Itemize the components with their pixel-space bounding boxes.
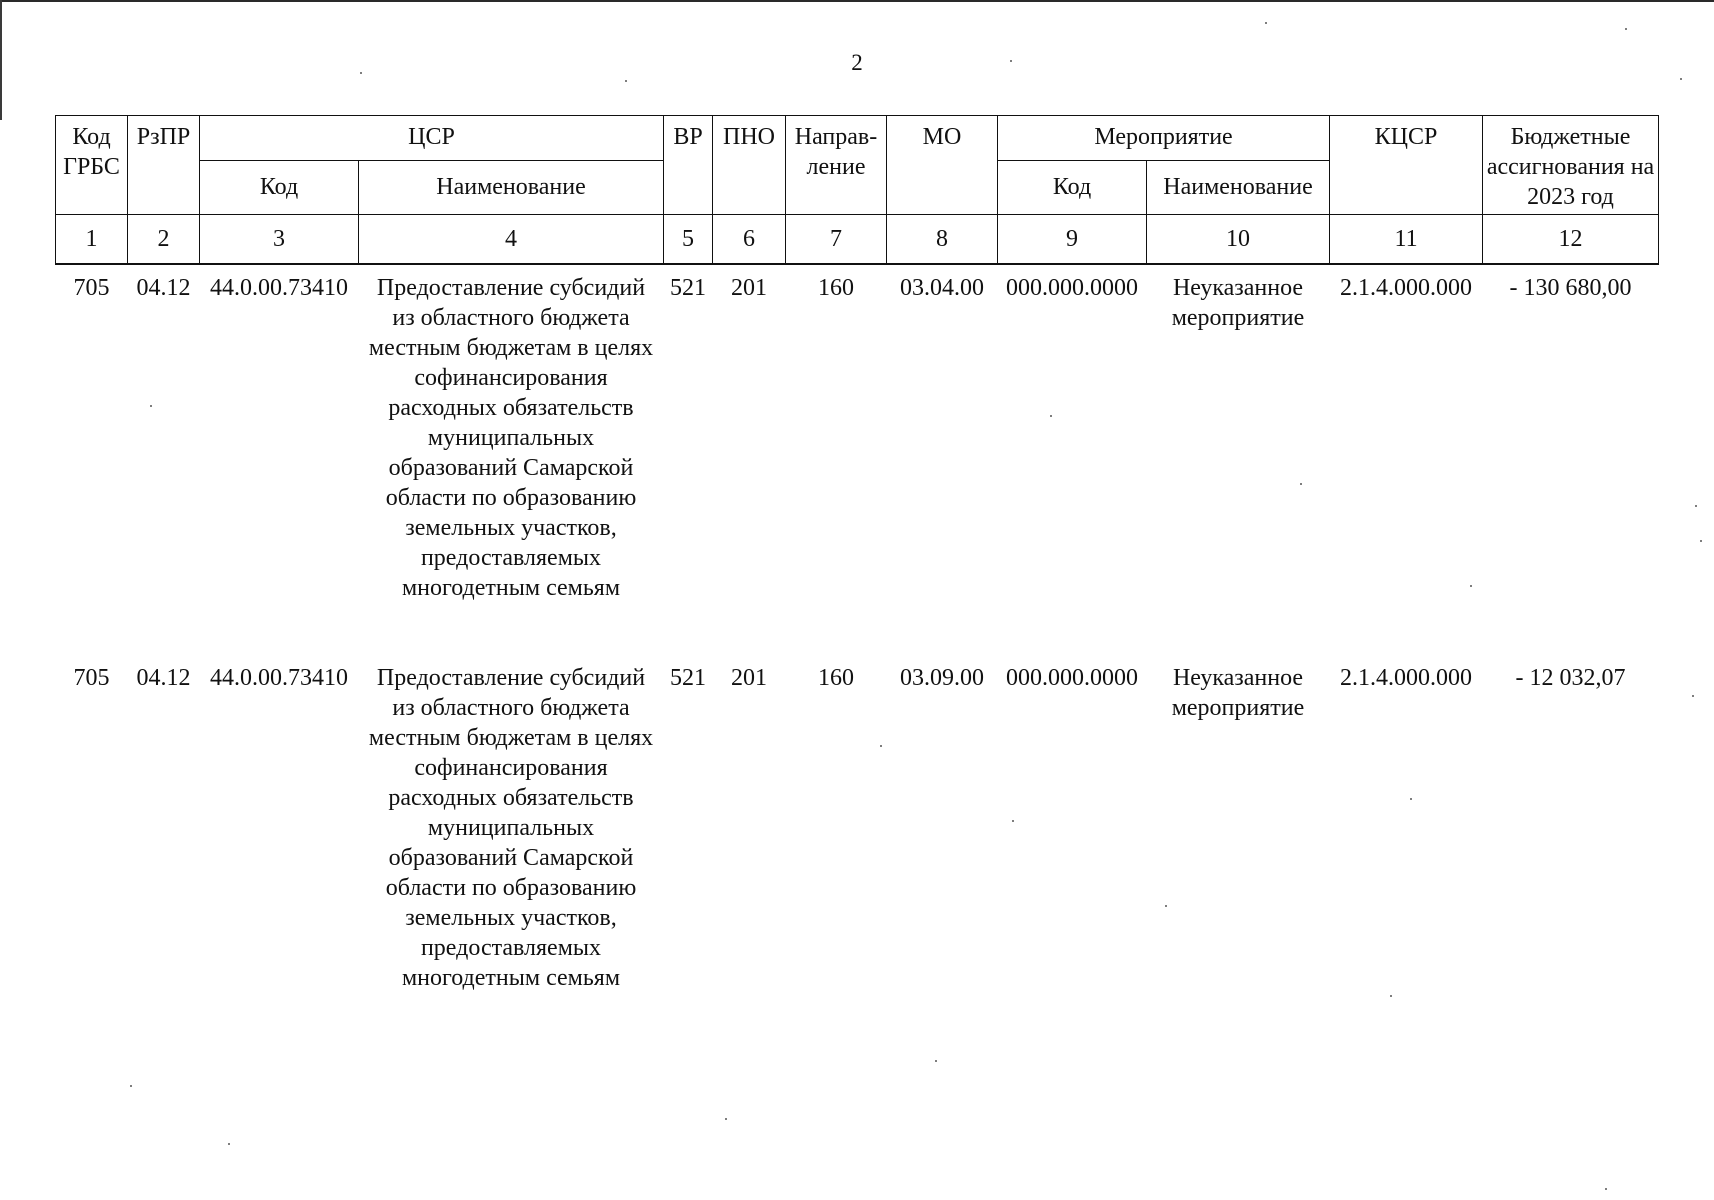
cell-rzpr: 04.12 bbox=[136, 665, 191, 691]
scan-speck bbox=[625, 80, 627, 82]
column-number: 11 bbox=[1330, 215, 1483, 265]
column-number: 10 bbox=[1147, 215, 1330, 265]
column-number: 1 bbox=[56, 215, 128, 265]
cell-amount: - 130 680,00 bbox=[1509, 275, 1632, 301]
column-number: 2 bbox=[128, 215, 200, 265]
cell-csr-name: Предоставление субсидий из областного бюджета местным бюджетам в целях софинансирования расходных обязательств муниципальных образований Самарской области по образованию земельных участков, предоставляемых многодетным семьям bbox=[368, 665, 654, 991]
cell-rzpr: 04.12 bbox=[136, 275, 191, 301]
table-row bbox=[56, 655, 1659, 1045]
column-number: 5 bbox=[664, 215, 713, 265]
scan-speck bbox=[1700, 540, 1702, 542]
cell-direction: 160 bbox=[818, 665, 854, 691]
scan-speck bbox=[228, 1143, 230, 1145]
scan-speck bbox=[1410, 798, 1412, 800]
column-number-row bbox=[56, 215, 1659, 265]
cell-event-code: 000.000.0000 bbox=[1006, 665, 1138, 691]
scan-speck bbox=[1692, 695, 1694, 697]
header-pno: ПНО bbox=[713, 116, 786, 215]
cell-grbs: 705 bbox=[73, 275, 110, 301]
scan-speck bbox=[1265, 22, 1267, 24]
column-number: 8 bbox=[887, 215, 998, 265]
column-number: 4 bbox=[359, 215, 664, 265]
cell-mo: 03.09.00 bbox=[900, 665, 984, 691]
scan-speck bbox=[360, 72, 362, 74]
scan-speck bbox=[1605, 1188, 1607, 1190]
scan-speck bbox=[1695, 505, 1697, 507]
header-kcsr: КЦСР bbox=[1330, 116, 1483, 215]
cell-csr-name: Предоставление субсидий из областного бюджета местным бюджетам в целях софинансирования расходных обязательств муниципальных образований Самарской области по образованию земельных участков, предоставляемых многодетным семьям bbox=[368, 275, 654, 601]
cell-event-name: Неуказанное мероприятие bbox=[1171, 275, 1305, 331]
scan-speck bbox=[1625, 28, 1627, 30]
cell-csr-code: 44.0.00.73410 bbox=[210, 665, 348, 691]
header-rzpr: РзПР bbox=[128, 116, 200, 215]
cell-vr: 521 bbox=[670, 665, 706, 691]
scan-speck bbox=[1050, 415, 1052, 417]
cell-event-name: Неуказанное мероприятие bbox=[1171, 665, 1305, 721]
header-vr: ВР bbox=[664, 116, 713, 215]
scan-speck bbox=[1680, 78, 1682, 80]
cell-amount: - 12 032,07 bbox=[1515, 665, 1626, 691]
cell-vr: 521 bbox=[670, 275, 706, 301]
scan-speck bbox=[1012, 820, 1014, 822]
cell-direction: 160 bbox=[818, 275, 854, 301]
scan-speck bbox=[150, 405, 152, 407]
scan-speck bbox=[725, 1118, 727, 1120]
cell-mo: 03.04.00 bbox=[900, 275, 984, 301]
header-mer-name: Наименование bbox=[1147, 160, 1330, 214]
scan-speck bbox=[1165, 905, 1167, 907]
header-mer-kod: Код bbox=[998, 160, 1147, 214]
header-row bbox=[56, 116, 1659, 161]
scan-speck bbox=[1390, 995, 1392, 997]
header-meropriyatie: Мероприятие bbox=[998, 116, 1330, 161]
column-number: 7 bbox=[786, 215, 887, 265]
cell-pno: 201 bbox=[731, 275, 767, 301]
scan-speck bbox=[130, 1085, 132, 1087]
column-number: 9 bbox=[998, 215, 1147, 265]
cell-kcsr: 2.1.4.000.000 bbox=[1340, 665, 1473, 691]
cell-csr-code: 44.0.00.73410 bbox=[210, 275, 348, 301]
scan-speck bbox=[1470, 585, 1472, 587]
column-number: 6 bbox=[713, 215, 786, 265]
header-budget-assignments: Бюджетные ассигнования на 2023 год bbox=[1483, 116, 1659, 215]
scan-speck bbox=[1010, 60, 1012, 62]
header-mo: МО bbox=[887, 116, 998, 215]
column-number: 3 bbox=[200, 215, 359, 265]
scan-edge-top bbox=[0, 0, 1714, 2]
scan-speck bbox=[880, 745, 882, 747]
scan-speck bbox=[935, 1060, 937, 1062]
header-csr: ЦСР bbox=[200, 116, 664, 161]
cell-pno: 201 bbox=[731, 665, 767, 691]
header-csr-name: Наименование bbox=[359, 160, 664, 214]
cell-kcsr: 2.1.4.000.000 bbox=[1340, 275, 1473, 301]
budget-table bbox=[55, 115, 1659, 1045]
cell-event-code: 000.000.0000 bbox=[1006, 275, 1138, 301]
page-number: 2 bbox=[851, 50, 863, 75]
column-number: 12 bbox=[1483, 215, 1659, 265]
cell-grbs: 705 bbox=[73, 665, 110, 691]
header-napravlenie: Направ-ление bbox=[786, 116, 887, 215]
header-kod-grbs: Код ГРБС bbox=[56, 116, 128, 215]
table-row bbox=[56, 264, 1659, 655]
scan-speck bbox=[1300, 483, 1302, 485]
header-csr-kod: Код bbox=[200, 160, 359, 214]
